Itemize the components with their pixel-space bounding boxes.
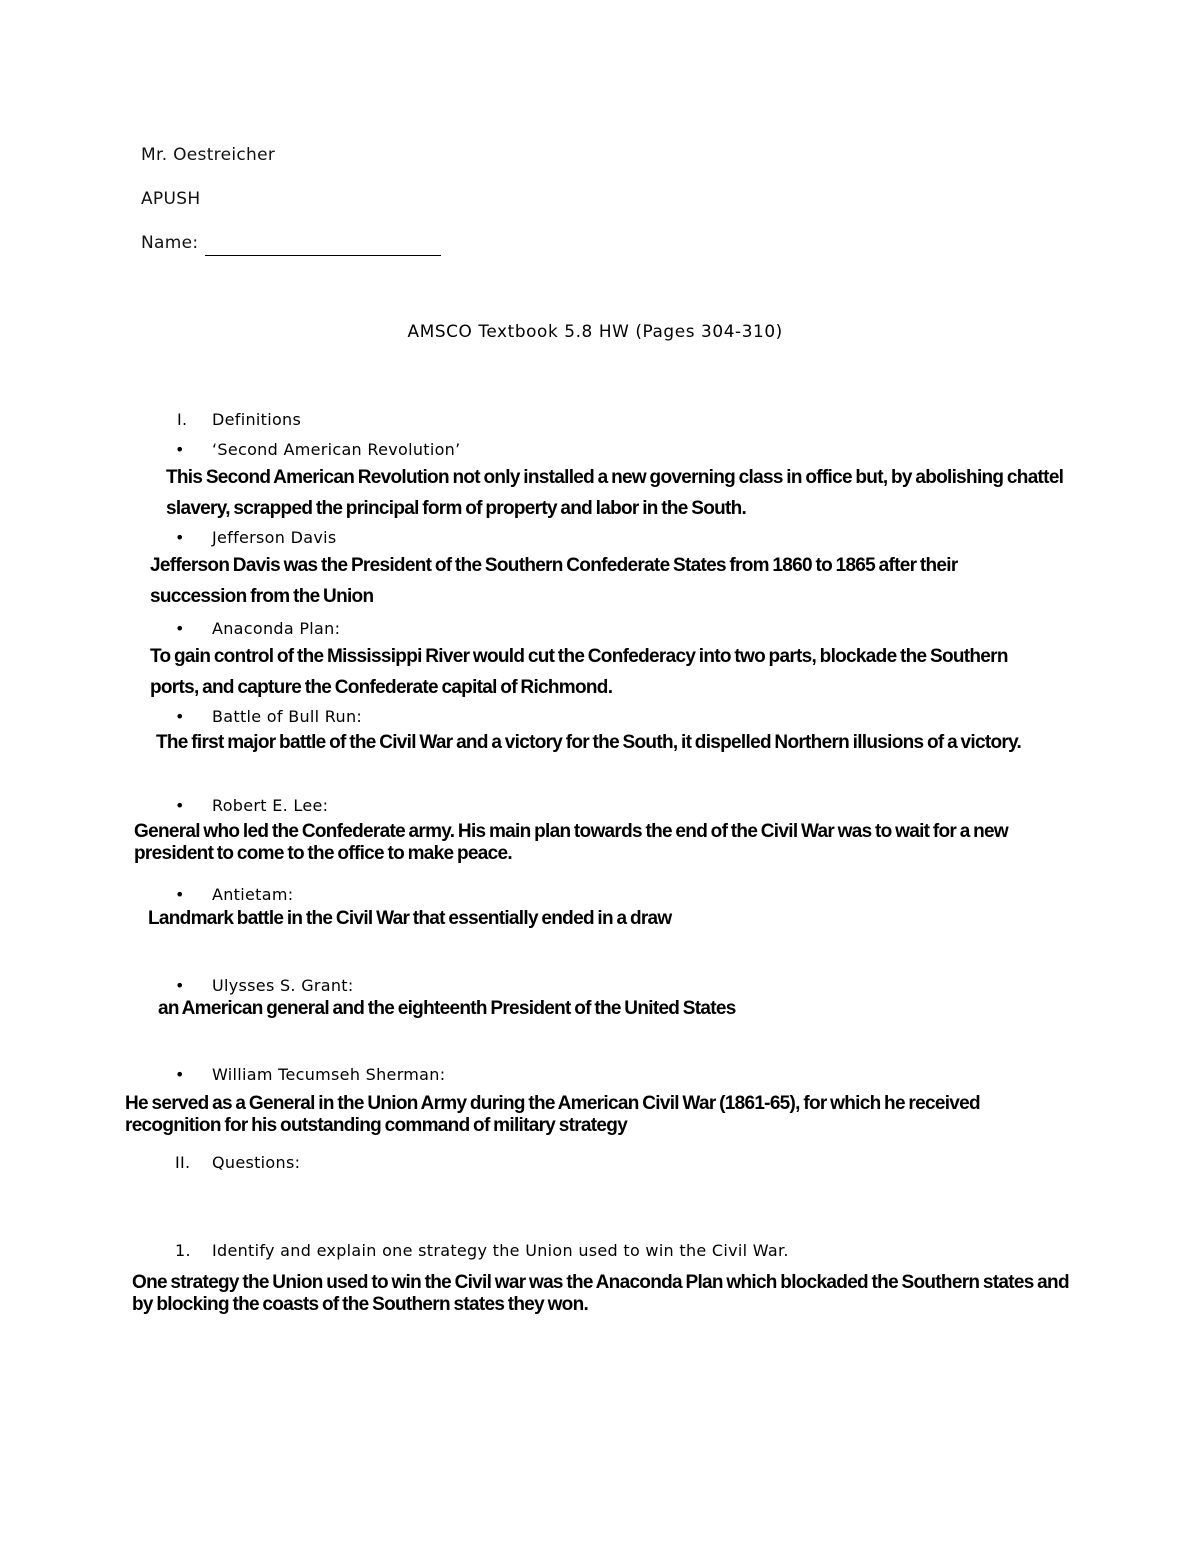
- name-label: Name:: [141, 233, 199, 253]
- definition-answer-line: He served as a General in the Union Army during the American Civil War (1861-65), for which he received: [125, 1093, 980, 1114]
- bullet-marker: •: [175, 796, 185, 815]
- definition-term: William Tecumseh Sherman:: [212, 1065, 446, 1084]
- definition-answer-line: Jefferson Davis was the President of the Southern Confederate States from 1860 to 1865 after their: [150, 555, 958, 576]
- bullet-marker: •: [175, 440, 185, 459]
- definition-term: Ulysses S. Grant:: [212, 976, 354, 995]
- bullet-marker: •: [175, 707, 185, 726]
- definition-term: Antietam:: [212, 885, 294, 904]
- name-blank-line: [205, 255, 441, 256]
- definition-term: Battle of Bull Run:: [212, 707, 363, 726]
- section-heading-definitions: Definitions: [212, 410, 302, 429]
- definition-answer-line: an American general and the eighteenth President of the United States: [158, 998, 736, 1019]
- definition-answer-line: ports, and capture the Confederate capital of Richmond.: [150, 677, 613, 698]
- bullet-marker: •: [175, 528, 185, 547]
- definition-answer-line: The first major battle of the Civil War and a victory for the South, it dispelled Northern illusions of a victory.: [156, 732, 1022, 753]
- definition-term: Jefferson Davis: [212, 528, 337, 547]
- definition-answer-line: president to come to the office to make peace.: [134, 843, 512, 864]
- definition-term: ‘Second American Revolution’: [212, 440, 461, 459]
- bullet-marker: •: [175, 619, 185, 638]
- section-heading-questions: Questions:: [212, 1153, 301, 1172]
- definition-answer-line: Landmark battle in the Civil War that essentially ended in a draw: [148, 908, 672, 929]
- definition-answer-line: recognition for his outstanding command of military strategy: [125, 1115, 628, 1136]
- section-marker: II.: [175, 1153, 191, 1172]
- question-answer-line: by blocking the coasts of the Southern states they won.: [132, 1294, 589, 1315]
- definition-answer-line: succession from the Union: [150, 586, 374, 607]
- course-name: APUSH: [141, 189, 201, 209]
- section-marker: I.: [177, 410, 188, 429]
- question-text: Identify and explain one strategy the Union used to win the Civil War.: [212, 1241, 789, 1260]
- definition-term: Robert E. Lee:: [212, 796, 329, 815]
- definition-answer-line: General who led the Confederate army. His main plan towards the end of the Civil War was to wait for a new: [134, 821, 1008, 842]
- definition-answer-line: To gain control of the Mississippi River would cut the Confederacy into two parts, blockade the Southern: [150, 646, 1008, 667]
- question-number: 1.: [175, 1241, 191, 1260]
- bullet-marker: •: [175, 885, 185, 904]
- teacher-name: Mr. Oestreicher: [141, 145, 276, 165]
- bullet-marker: •: [175, 976, 185, 995]
- page-title: AMSCO Textbook 5.8 HW (Pages 304-310): [407, 322, 783, 342]
- definition-answer-line: This Second American Revolution not only installed a new governing class in office but, by abolishing chattel: [166, 467, 1064, 488]
- question-answer-line: One strategy the Union used to win the Civil war was the Anaconda Plan which blockaded the Southern states and: [132, 1272, 1069, 1293]
- definition-answer-line: slavery, scrapped the principal form of property and labor in the South.: [166, 498, 747, 519]
- definition-term: Anaconda Plan:: [212, 619, 341, 638]
- bullet-marker: •: [175, 1065, 185, 1084]
